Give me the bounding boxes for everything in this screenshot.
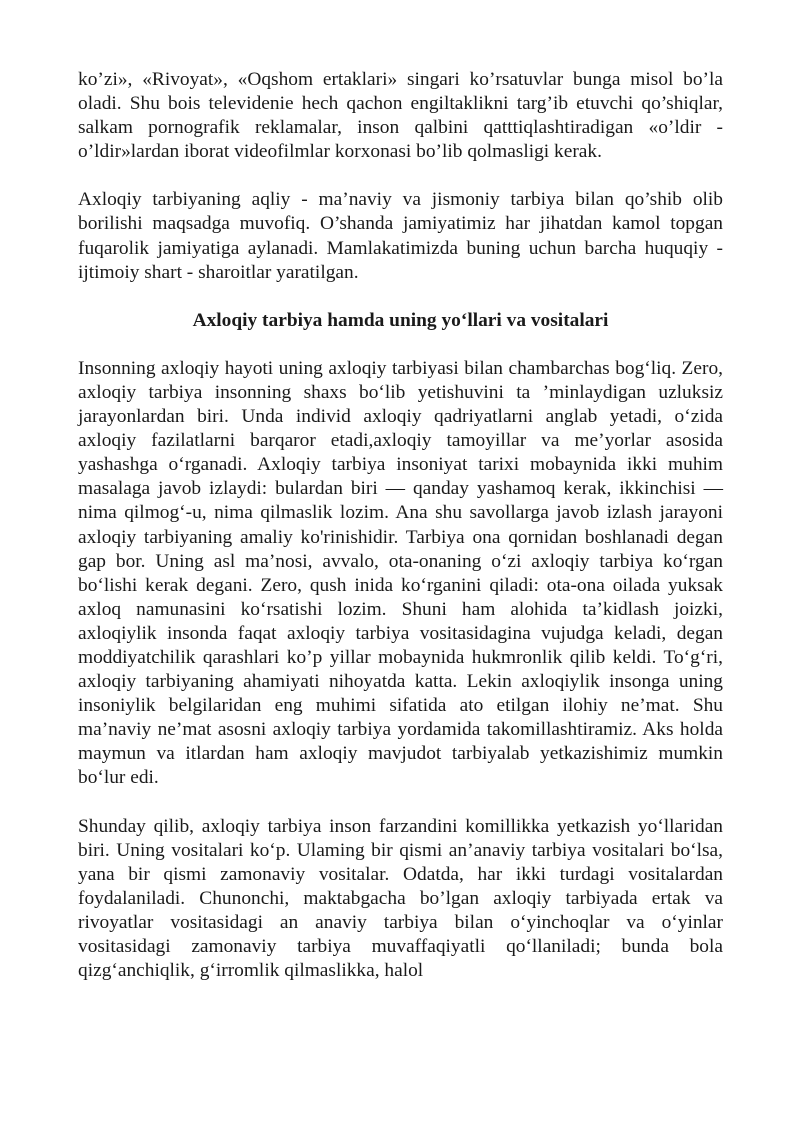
document-page xyxy=(78,68,723,983)
paragraph-intro-1: ko’zi», «Rivoyat», «Oqshom ertaklari» singari ko’rsatuvlar bunga misol bo’la oladi. Shu bois televidenie hech qachon engiltaklikni targ’ib etuvchi qo’shiqlar, salkam pornografik reklamalar, inson qalbini qatttiqlashtiradigan «o’ldir - o’ldir»lardan iborat videofilmlar korxonasi bo’lib qolmasligi kerak. xyxy=(78,69,723,163)
section-heading: Axloqiy tarbiya hamda uning yo‘llari va vositalari xyxy=(192,309,609,331)
paragraph-intro-2: Axloqiy tarbiyaning aqliy - ma’naviy va jismoniy tarbiya bilan qo’shib olib borilishi maqsadga muvofiq. O’shanda jamiyatimiz har jihatdan kamol topgan fuqarolik jamiyatiga aylanadi. Mamlakatimizda buning uchun barcha huquqiy - ijtimoiy shart - sharoitlar yaratilgan. xyxy=(78,189,723,283)
paragraph-section-2: Shunday qilib, axloqiy tarbiya inson farzandini komillikka yetkazish yo‘llaridan biri. Uning vositalari ko‘p. Ulaming bir qismi an’anaviy tarbiya vositalari bo‘lsa, yana bir qismi zamonaviy vositalar. Odatda, har ikki turdagi vositalardan foydalaniladi. Chunonchi, maktabgacha bo’lgan axloqiy tarbiyada ertak va rivoyatlar vositasidagi an anaviy tarbiya bilan o‘yinchoqlar va o‘yinlar vositasidagi zamonaviy tarbiya muvaffaqiyatli qo‘llaniladi; bunda bola qizg‘anchiqlik, g‘irromlik qilmaslikka, halol xyxy=(78,815,723,982)
paragraph-section-1: Insonning axloqiy hayoti uning axloqiy tarbiyasi bilan chambarchas bog‘liq. Zero, axloqiy tarbiya insonning shaxs bo‘lib yetishuvini ta ’minlaydigan uzluksiz jarayonlardan biri. Unda individ axloqiy qadriyatlarni anglab yetadi, o‘zida axloqiy fazilatlarni barqaror etadi,axloqiy tamoyillar va me’yorlar asosida yashashga o‘rganadi. Axloqiy tarbiya insoniyat tarixi mobaynida ikki muhim masalaga javob izlaydi: bulardan biri — qanday yashamoq kerak, ikkinchisi — nima qilmog‘-u, nima qilmaslik lozim. Ana shu savollarga javob izlash jarayoni axloqiy tarbiyaning amaliy ko'rinishidir. Tarbiya ona qornidan boshlanadi degan gap bor. Uning asl ma’nosi, avvalo, ota-onaning o‘zi axloqiy tarbiya ko‘rgan bo‘lishi kerak degani. Zero, qush inida ko‘rganini qiladi: ota-ona oilada yuksak axloq namunasini ko‘rsatishi lozim. Shuni ham alohida ta’kidlash joizki, axloqiylik insonda faqat axloqiy tarbiya vositasidagina vujudga keladi, degan moddiyatchilik qarashlari ko’p yillar mobaynida hukmronlik qilib keldi. To‘g‘ri, axloqiy tarbiyaning ahamiyati nihoyatda katta. Lekin axloqiylik insonga uning insoniylik belgilaridan eng muhimi sifatida ato etilgan ilohiy ne’mat. Shu ma’naviy ne’mat asosni axloqiy tarbiya yordamida takomillashtiramiz. Aks holda maymun va itlardan ham axloqiy mavjudot tarbiyalab yetkazishimiz mumkin bo‘lur edi. xyxy=(78,357,723,789)
